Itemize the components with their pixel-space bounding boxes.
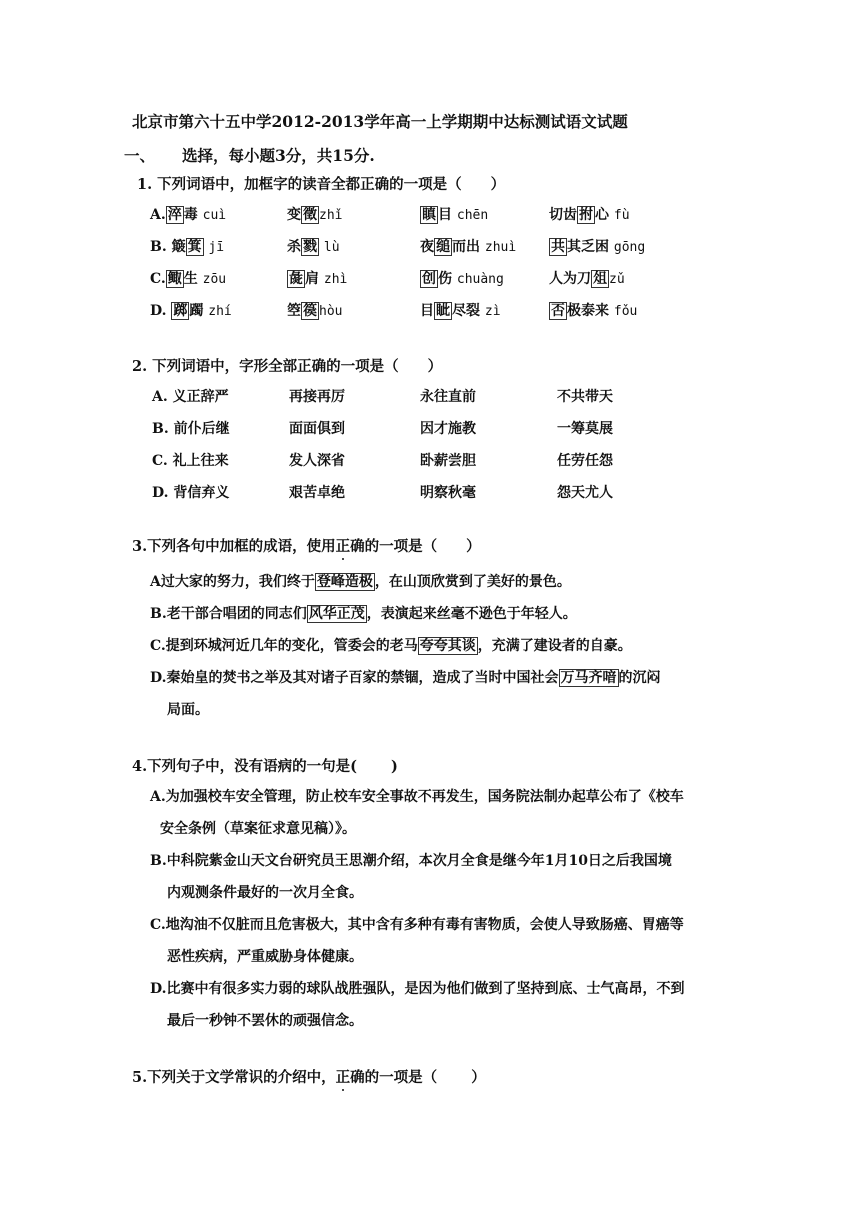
section-heading bbox=[124, 146, 375, 166]
q1-option-cell bbox=[150, 237, 224, 258]
stem-part: 确的一项是（ ） bbox=[350, 538, 481, 555]
question-1-stem: 1. 下列词语中，加框字的读音全都正确的一项是（ ） bbox=[137, 176, 506, 193]
question-4-option-b: B.中科院紫金山天文台研究员王思潮介绍，本次月全食是继今年1月10日之后我国境 bbox=[150, 853, 672, 869]
document-title: 北京市第六十五中学2012-2013学年高一上学期期中达标测试语文试题 bbox=[132, 112, 628, 131]
q2-option-word: 永往直前 bbox=[420, 389, 476, 405]
q2-option-word: B. 前仆后继 bbox=[152, 421, 230, 437]
pinyin: fǒu bbox=[613, 304, 638, 319]
word-part: 切齿 bbox=[549, 207, 577, 223]
option-text: 的沉闷 bbox=[618, 670, 661, 686]
pinyin: gōng bbox=[613, 240, 646, 255]
q1-option-cell bbox=[287, 205, 342, 226]
section-text: 选择，每小题3分，共15分. bbox=[182, 146, 375, 165]
boxed-char: 鲰 bbox=[167, 271, 182, 287]
word-part: 心 bbox=[595, 207, 614, 223]
pinyin: zhì bbox=[323, 272, 348, 287]
option-text: B.老干部合唱团的同志们 bbox=[150, 606, 307, 622]
word-part: B. 簸 bbox=[150, 239, 186, 255]
q2-option-word: 怨天尤人 bbox=[557, 485, 613, 501]
word-part: 其乏困 bbox=[567, 239, 614, 255]
q2-option-word: 一筹莫展 bbox=[557, 421, 613, 437]
question-3-option-d bbox=[150, 668, 661, 688]
q1-option-cell bbox=[420, 269, 504, 290]
pinyin: fù bbox=[613, 208, 630, 223]
word-part: 生 bbox=[183, 271, 203, 287]
word-part: D. bbox=[150, 303, 172, 319]
q1-option-cell bbox=[287, 237, 340, 258]
stem-part: 确的一项是（ ） bbox=[350, 1069, 486, 1086]
word-part: A. bbox=[150, 207, 166, 223]
word-part: 躅 bbox=[189, 303, 209, 319]
boxed-char: 共 bbox=[551, 239, 565, 255]
word-part: 肩 bbox=[305, 271, 324, 287]
word-part: 变 bbox=[287, 207, 301, 223]
word-part: 伤 bbox=[438, 271, 457, 287]
q1-option-cell bbox=[549, 269, 625, 290]
pinyin: zhuì bbox=[484, 240, 517, 255]
q2-option-word: 再接再厉 bbox=[289, 389, 345, 405]
word-part: 尽裂 bbox=[452, 303, 485, 319]
q2-option-word: C. 礼上往来 bbox=[152, 453, 229, 469]
word-part: 毒 bbox=[183, 207, 203, 223]
question-4-option-d-cont: 最后一秒钟不罢休的顽强信念。 bbox=[167, 1013, 363, 1029]
q1-option-cell bbox=[150, 205, 226, 226]
pinyin: chuàng bbox=[456, 272, 504, 287]
boxed-idiom: 万马齐喑 bbox=[560, 670, 617, 686]
q2-option-word: A. 义正辞严 bbox=[152, 389, 229, 405]
word-part: C. bbox=[150, 271, 166, 287]
question-3-option-a bbox=[150, 572, 571, 592]
boxed-idiom: 夸夸其谈 bbox=[419, 638, 476, 654]
boxed-char: 淬 bbox=[167, 207, 182, 223]
option-text: A过大家的努力，我们终于 bbox=[150, 574, 315, 590]
boxed-idiom: 风华正茂 bbox=[308, 606, 365, 622]
q1-option-cell bbox=[549, 301, 637, 322]
boxed-char: 箕 bbox=[187, 239, 202, 255]
question-4-option-a: A.为加强校车安全管理，防止校车安全事故不再发生，国务院法制办起草公布了《校车 bbox=[150, 789, 684, 805]
question-4-option-d: D.比赛中有很多实力弱的球队战胜强队，是因为他们做到了坚持到底、士气高昂，不到 bbox=[150, 981, 685, 997]
boxed-char: 彘 bbox=[289, 271, 303, 287]
boxed-char: 踯 bbox=[173, 303, 188, 319]
boxed-char: 瞋 bbox=[422, 207, 436, 223]
pinyin: jī bbox=[208, 240, 225, 255]
boxed-char: 俎 bbox=[593, 271, 607, 287]
pinyin: zì bbox=[484, 304, 501, 319]
word-part: 而出 bbox=[452, 239, 485, 255]
q2-option-word: 明察秋毫 bbox=[420, 485, 476, 501]
q1-option-cell bbox=[150, 301, 232, 322]
pinyin: zhǐ bbox=[319, 208, 343, 223]
boxed-char: 缒 bbox=[436, 239, 450, 255]
word-part: 极泰来 bbox=[567, 303, 614, 319]
boxed-char: 创 bbox=[422, 271, 436, 287]
q2-option-word: 艰苦卓绝 bbox=[289, 485, 345, 501]
stem-part: 3.下列各句中加框的成语，使用 bbox=[132, 538, 336, 555]
stem-part: 5.下列关于文学常识的介绍中， bbox=[132, 1069, 336, 1086]
question-4-option-b-cont: 内观测条件最好的一次月全食。 bbox=[167, 885, 363, 901]
word-part: 箜 bbox=[287, 303, 301, 319]
option-text: D.秦始皇的焚书之举及其对诸子百家的禁锢，造成了当时中国社会 bbox=[150, 670, 559, 686]
boxed-char: 眦 bbox=[436, 303, 450, 319]
option-text: ，充满了建设者的自豪。 bbox=[477, 638, 632, 654]
question-4-option-a-cont: 安全条例（草案征求意见稿）》。 bbox=[160, 821, 356, 837]
question-3-option-d-cont: 局面。 bbox=[167, 702, 209, 718]
q2-option-word: 不共带天 bbox=[557, 389, 613, 405]
pinyin: cuì bbox=[202, 208, 227, 223]
question-4-option-c: C.地沟油不仅脏而且危害极大，其中含有多种有毒有害物质，会使人导致肠癌、胃癌等 bbox=[150, 917, 684, 933]
emphasis-dot-char: 正 bbox=[335, 538, 351, 555]
question-2-stem: 2. 下列词语中，字形全部正确的一项是（ ） bbox=[132, 358, 443, 375]
pinyin: lù bbox=[323, 240, 340, 255]
word-part: 目 bbox=[438, 207, 457, 223]
question-4-option-c-cont: 恶性疾病，严重威胁身体健康。 bbox=[167, 949, 363, 965]
q1-option-cell bbox=[287, 269, 347, 290]
word-part: 夜 bbox=[420, 239, 434, 255]
q2-option-word: 任劳任怨 bbox=[557, 453, 613, 469]
boxed-char: 拊 bbox=[579, 207, 593, 223]
option-text: C.提到环城河近几年的变化，管委会的老马 bbox=[150, 638, 418, 654]
pinyin: zhí bbox=[208, 304, 232, 319]
q2-option-word: 发人深省 bbox=[289, 453, 345, 469]
boxed-char: 否 bbox=[551, 303, 565, 319]
pinyin: zōu bbox=[202, 272, 227, 287]
q1-option-cell bbox=[420, 237, 516, 258]
boxed-char: 戮 bbox=[303, 239, 317, 255]
q1-option-cell bbox=[420, 301, 501, 322]
q1-option-cell bbox=[420, 205, 488, 226]
option-text: ，表演起来丝毫不逊色于年轻人。 bbox=[366, 606, 577, 622]
word-part: 目 bbox=[420, 303, 434, 319]
pinyin: chēn bbox=[456, 208, 489, 223]
question-3-option-b bbox=[150, 604, 577, 624]
q2-option-word: 卧薪尝胆 bbox=[420, 453, 476, 469]
boxed-char: 徵 bbox=[303, 207, 317, 223]
question-5-stem bbox=[132, 1068, 486, 1088]
question-4-stem: 4.下列句子中，没有语病的一句是( ) bbox=[132, 758, 398, 775]
q2-option-word: D. 背信弃义 bbox=[152, 485, 230, 501]
q1-option-cell bbox=[549, 205, 630, 226]
emphasis-dot-char: 正 bbox=[335, 1069, 351, 1086]
question-3-stem bbox=[132, 537, 481, 557]
option-text: ，在山顶欣赏到了美好的景色。 bbox=[374, 574, 571, 590]
word-part: 杀 bbox=[287, 239, 301, 255]
word-part: 人为刀 bbox=[549, 271, 591, 287]
pinyin: zǔ bbox=[609, 272, 625, 287]
q1-option-cell bbox=[150, 269, 226, 290]
q2-option-word: 因才施教 bbox=[420, 421, 476, 437]
boxed-idiom: 登峰造极 bbox=[316, 574, 373, 590]
boxed-char: 篌 bbox=[303, 303, 317, 319]
pinyin: hòu bbox=[319, 304, 343, 319]
q1-option-cell bbox=[287, 301, 342, 322]
question-3-option-c bbox=[150, 636, 632, 656]
section-number: 一、 bbox=[124, 146, 156, 165]
q2-option-word: 面面俱到 bbox=[289, 421, 345, 437]
q1-option-cell bbox=[549, 237, 645, 258]
